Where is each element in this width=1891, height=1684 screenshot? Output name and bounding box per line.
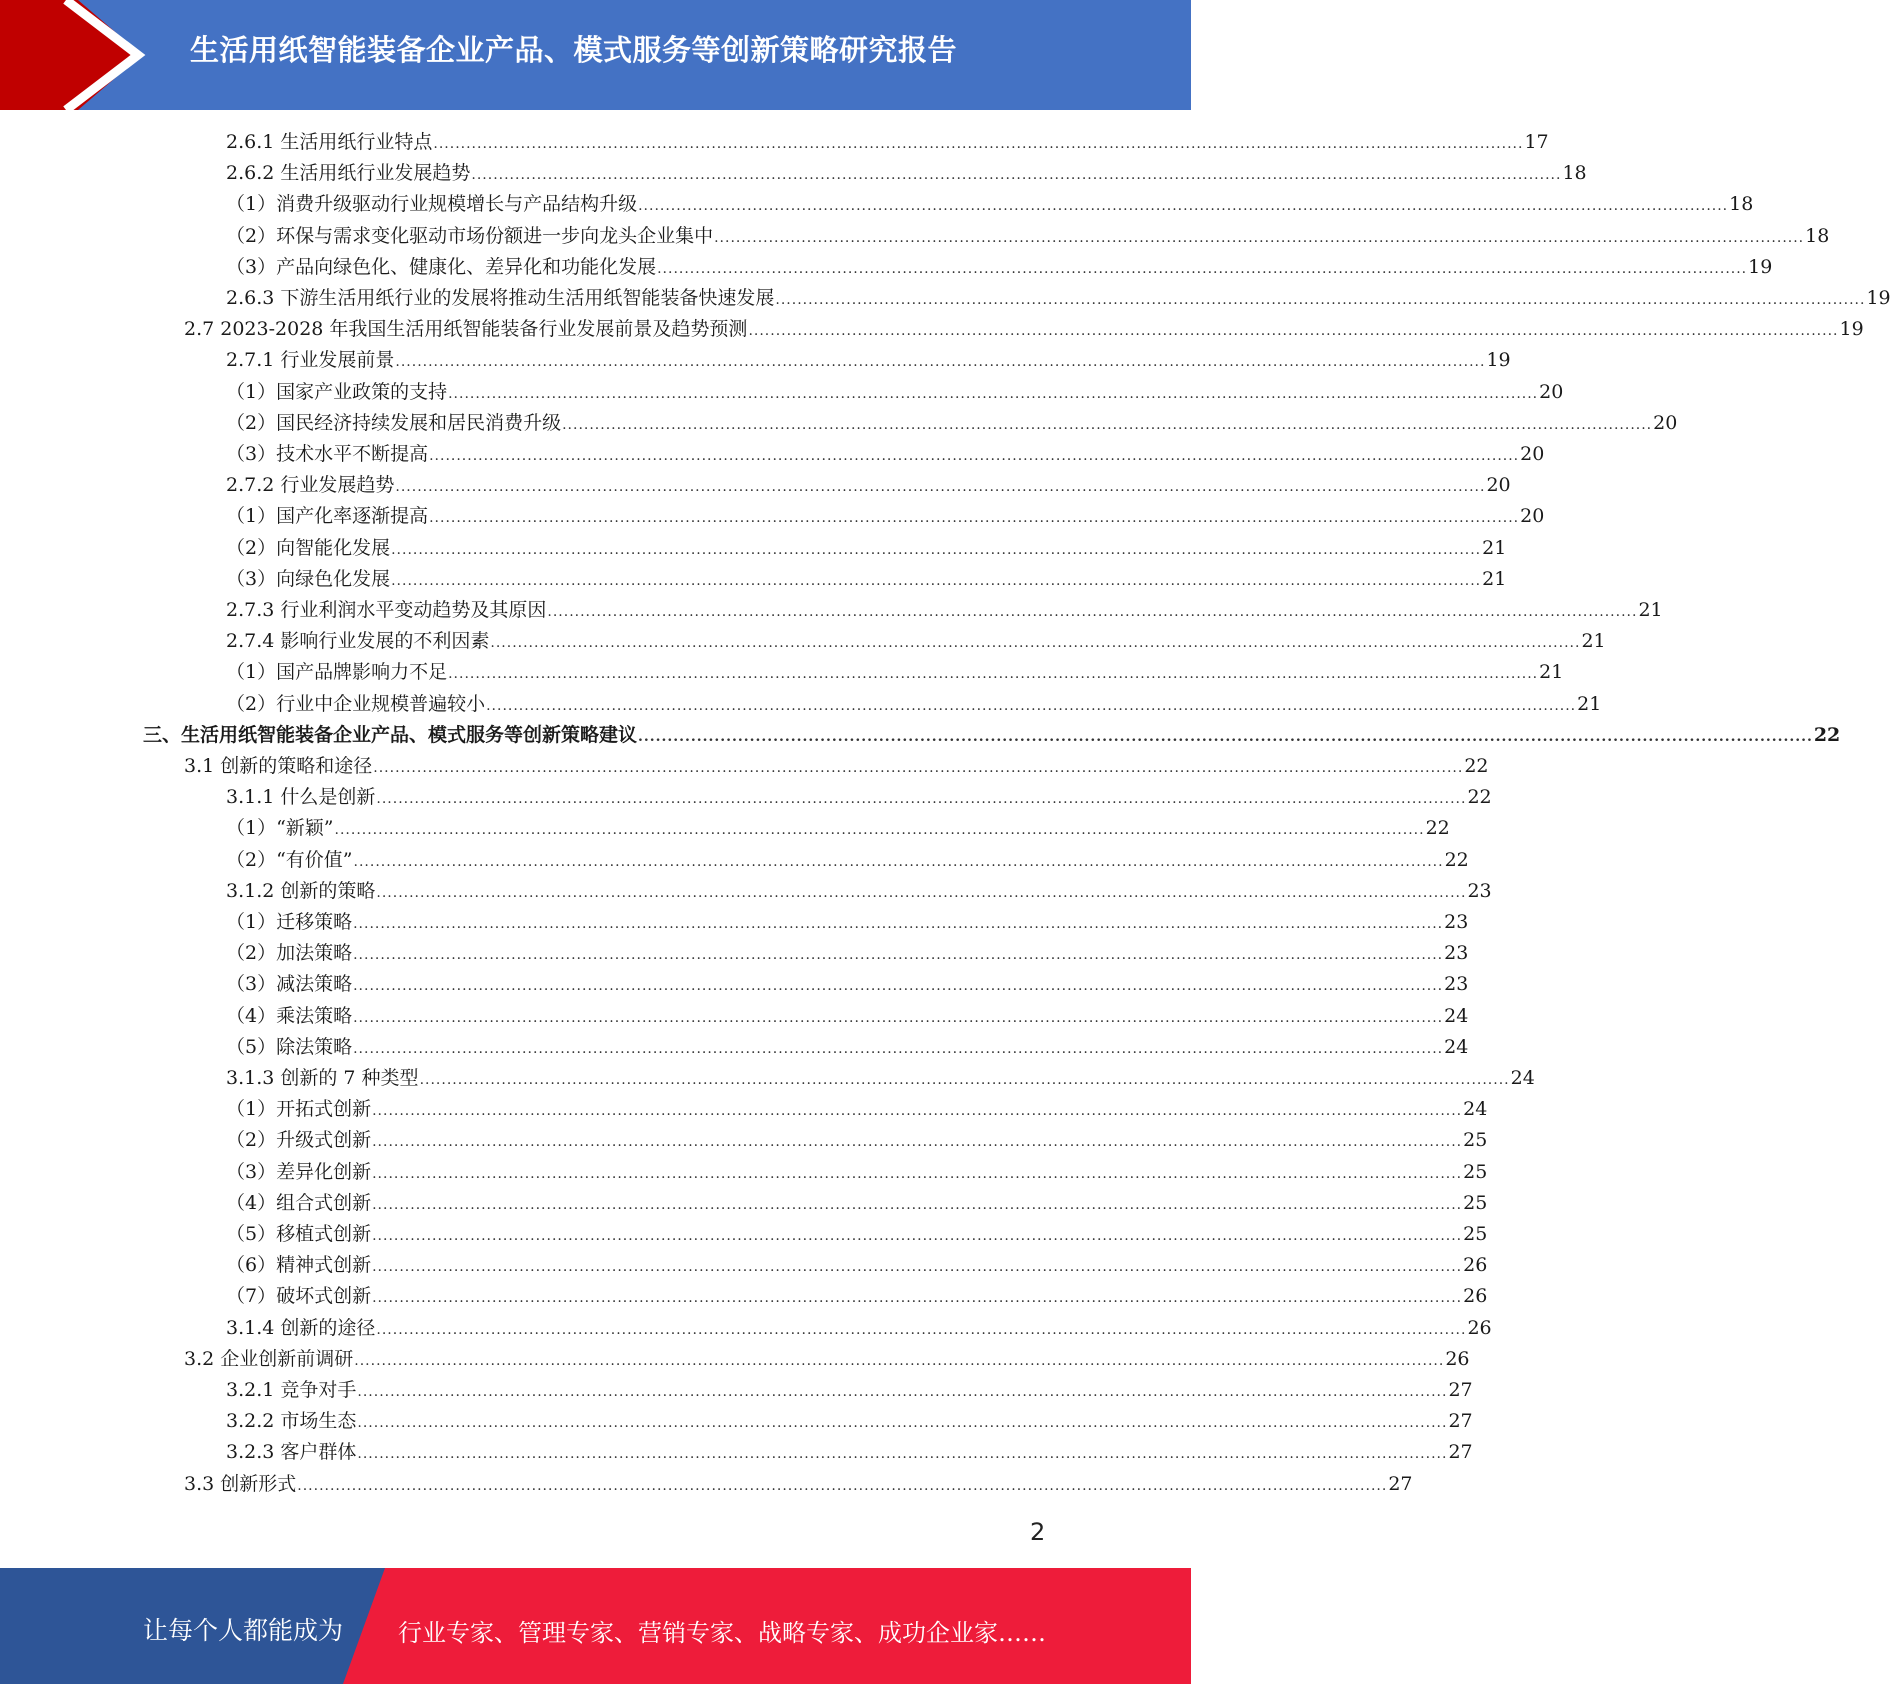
- toc-entry-label: （2）环保与需求变化驱动市场份额进一步向龙头企业集中: [226, 224, 714, 247]
- toc-entry-line: [226, 595, 1663, 628]
- toc-entry[interactable]: [0, 1157, 1488, 1188]
- toc-entry-line: [226, 845, 1469, 878]
- toc-entry-line: [226, 377, 1564, 410]
- toc-entry-page: 21: [1482, 567, 1507, 590]
- toc-entry-line: [226, 283, 1891, 316]
- toc-entry[interactable]: [0, 283, 1891, 314]
- toc-leader-dots: ........................................................................................................................................................................................................: [429, 448, 1520, 464]
- toc-entry-label: 3.2.1 竞争对手: [226, 1379, 357, 1401]
- toc-leader-dots: ........................................................................................................................................................................................................: [391, 572, 1482, 589]
- toc-entry-line: [226, 1125, 1488, 1158]
- toc-entry-label: 3.2 企业创新前调研: [184, 1347, 354, 1370]
- toc-entry-page: 27: [1448, 1379, 1473, 1401]
- toc-leader-dots: ........................................................................................................................................................................................................: [638, 198, 1729, 215]
- toc-entry-page: 26: [1463, 1254, 1488, 1277]
- toc-entry-page: 21: [1581, 630, 1606, 653]
- toc-entry-label: （1）国产品牌影响力不足: [226, 661, 448, 684]
- toc-entry-label: 2.6.3 下游生活用纸行业的发展将推动生活用纸智能装备快速发展: [226, 287, 775, 309]
- toc-entry[interactable]: [0, 158, 1587, 189]
- toc-entry-line: [226, 1032, 1469, 1065]
- toc-entry-label: （3）减法策略: [226, 973, 353, 996]
- toc-entry-line: [226, 158, 1587, 191]
- toc-entry-line: [226, 470, 1511, 503]
- toc-leader-dots: ........................................................................................................................................................................................................: [353, 1040, 1444, 1057]
- toc-entry-label: 3.2.3 客户群体: [226, 1441, 357, 1464]
- toc-entry-line: [226, 626, 1606, 659]
- toc-entry[interactable]: [0, 1437, 1473, 1468]
- toc-entry-label: 2.7 2023-2028 年我国生活用纸智能装备行业发展前景及趋势预测: [184, 318, 748, 341]
- toc-entry[interactable]: [0, 1032, 1469, 1063]
- toc-entry-label: （2）升级式创新: [226, 1129, 372, 1152]
- toc-entry[interactable]: [0, 1281, 1488, 1312]
- toc-entry[interactable]: [0, 1250, 1488, 1281]
- toc-leader-dots: ........................................................................................................................................................................................................: [448, 666, 1539, 683]
- toc-entry-line: [226, 1094, 1488, 1127]
- toc-leader-dots: ........................................................................................................................................................................................................: [376, 884, 1467, 901]
- toc-entry[interactable]: [0, 1188, 1488, 1219]
- toc-entry-page: 21: [1577, 692, 1602, 715]
- toc-entry-page: 19: [1839, 318, 1864, 341]
- toc-entry-line: [226, 1375, 1473, 1408]
- toc-entry[interactable]: [0, 1219, 1488, 1250]
- toc-entry-page: 22: [1467, 786, 1492, 809]
- toc-entry-label: 2.6.2 生活用纸行业发展趋势: [226, 162, 471, 185]
- toc-entry-label: 2.7.4 影响行业发展的不利因素: [226, 630, 490, 653]
- toc-entry[interactable]: [0, 1063, 1535, 1094]
- page-number: 2: [1030, 1518, 1046, 1546]
- toc-leader-dots: ........................................................................................................................................................................................................: [373, 760, 1464, 776]
- toc-entry-line: [226, 1406, 1473, 1439]
- toc-entry-label: （1）国家产业政策的支持: [226, 380, 448, 403]
- toc-leader-dots: ........................................................................................................................................................................................................: [372, 1103, 1463, 1120]
- toc-entry-label: 2.7.1 行业发展前景: [226, 349, 395, 372]
- toc-entry-label: 3.1.2 创新的策略: [226, 879, 376, 902]
- toc-entry-label: （3）向绿色化发展: [226, 567, 391, 590]
- toc-entry[interactable]: [0, 252, 1773, 283]
- toc-entry-page: 23: [1444, 911, 1469, 933]
- toc-entry[interactable]: [0, 1406, 1473, 1437]
- toc-entry-label: （1）国产化率逐渐提高: [226, 505, 429, 528]
- toc-entry-line: [226, 127, 1549, 160]
- toc-entry-label: 2.6.1 生活用纸行业特点: [226, 131, 433, 153]
- toc-entry-line: [226, 689, 1602, 722]
- toc-entry[interactable]: [0, 1001, 1469, 1032]
- toc-entry-label: 3.1.4 创新的途径: [226, 1316, 376, 1339]
- toc-entry[interactable]: [0, 408, 1678, 439]
- toc-entry-line: [226, 657, 1564, 690]
- toc-entry-line: [226, 1437, 1473, 1470]
- toc-entry-line: [226, 969, 1469, 1002]
- toc-leader-dots: ........................................................................................................................................................................................................: [357, 1446, 1448, 1463]
- toc-entry[interactable]: [0, 127, 1549, 158]
- toc-leader-dots: ........................................................................................................................................................................................................: [376, 791, 1467, 808]
- toc-entry-page: 24: [1444, 1004, 1469, 1027]
- toc-entry[interactable]: [0, 314, 1864, 345]
- toc-entry-page: 23: [1444, 973, 1469, 996]
- toc-leader-dots: ........................................................................................................................................................................................................: [297, 1477, 1388, 1494]
- toc-entry-line: [226, 876, 1492, 909]
- toc-entry-line: [226, 1281, 1488, 1314]
- toc-entry-line: [226, 345, 1511, 378]
- toc-leader-dots: ........................................................................................................................................................................................................: [490, 635, 1581, 652]
- toc-entry-label: （2）加法策略: [226, 942, 353, 965]
- toc-entry-page: 27: [1448, 1441, 1473, 1464]
- toc-entry-page: 21: [1638, 599, 1663, 621]
- toc-leader-dots: ........................................................................................................................................................................................................: [372, 1165, 1463, 1182]
- toc-entry-line: [226, 501, 1545, 534]
- toc-entry-page: 23: [1444, 942, 1469, 965]
- toc-entry[interactable]: [0, 782, 1492, 813]
- toc-entry-page: 20: [1539, 380, 1564, 403]
- toc-entry[interactable]: [0, 377, 1564, 408]
- toc-entry-line: [226, 252, 1773, 285]
- toc-entry-label: （1）开拓式创新: [226, 1098, 372, 1121]
- toc-entry-page: 25: [1463, 1191, 1488, 1214]
- toc-entry-label: （5）移植式创新: [226, 1223, 372, 1245]
- toc-entry-line: [226, 1063, 1535, 1096]
- toc-entry-page: 18: [1562, 162, 1587, 185]
- toc-entry-label: 3.2.2 市场生态: [226, 1410, 357, 1433]
- toc-leader-dots: ........................................................................................................................................................................................................: [395, 354, 1486, 371]
- toc-entry-page: 26: [1463, 1285, 1488, 1308]
- toc-leader-dots: ........................................................................................................................................................................................................: [775, 292, 1866, 308]
- toc-entry-line: [226, 782, 1492, 815]
- toc-entry-page: 19: [1866, 287, 1891, 309]
- toc-leader-dots: ........................................................................................................................................................................................................: [448, 385, 1539, 402]
- toc-entry[interactable]: [0, 189, 1754, 220]
- toc-leader-dots: ........................................................................................................................................................................................................: [486, 697, 1577, 714]
- toc-leader-dots: ........................................................................................................................................................................................................: [357, 1384, 1448, 1400]
- toc-entry-page: 20: [1520, 505, 1545, 528]
- toc-leader-dots: ........................................................................................................................................................................................................: [334, 822, 1425, 839]
- toc-leader-dots: ........................................................................................................................................................................................................: [562, 416, 1653, 433]
- toc-leader-dots: ........................................................................................................................................................................................................: [353, 853, 1444, 870]
- toc-leader-dots: ........................................................................................................................................................................................................: [433, 136, 1524, 152]
- toc-entry-line: [184, 1344, 1470, 1377]
- toc-entry-label: 2.7.3 行业利润水平变动趋势及其原因: [226, 599, 547, 621]
- toc-entry-line: [226, 439, 1545, 472]
- toc-entry-page: 22: [1464, 755, 1489, 777]
- toc-entry[interactable]: [0, 1344, 1470, 1375]
- toc-entry-label: 3.1 创新的策略和途径: [184, 755, 373, 777]
- toc-entry[interactable]: [0, 751, 1489, 782]
- toc-entry-page: 24: [1510, 1067, 1535, 1089]
- toc-entry-page: 22: [1425, 817, 1450, 840]
- toc-leader-dots: ........................................................................................................................................................................................................: [419, 1072, 1510, 1088]
- toc-entry-label: （2）向智能化发展: [226, 536, 391, 559]
- toc-entry-label: （7）破坏式创新: [226, 1285, 372, 1308]
- toc-entry[interactable]: [0, 938, 1469, 969]
- toc-entry-line: [226, 1001, 1469, 1034]
- toc-entry-label: 3.1.1 什么是创新: [226, 786, 376, 809]
- toc-entry[interactable]: [0, 439, 1545, 470]
- toc-entry-line: [226, 1250, 1488, 1283]
- toc-entry[interactable]: [0, 1375, 1473, 1406]
- toc-entry-page: 27: [1448, 1410, 1473, 1433]
- toc-entry-line: [184, 314, 1864, 347]
- toc-entry-label: 3.1.3 创新的 7 种类型: [226, 1067, 419, 1089]
- toc-entry-line: [226, 1188, 1488, 1221]
- toc-leader-dots: ........................................................................................................................................................................................................: [748, 323, 1839, 340]
- toc-entry-page: 21: [1482, 536, 1507, 559]
- toc-entry-page: 26: [1467, 1316, 1492, 1339]
- toc-entry[interactable]: [0, 657, 1564, 688]
- toc-leader-dots: ........................................................................................................................................................................................................: [354, 1352, 1445, 1369]
- toc-entry-line: [226, 533, 1507, 566]
- toc-entry-line: [226, 221, 1830, 254]
- toc-entry[interactable]: [0, 813, 1450, 844]
- toc-entry-page: 23: [1467, 879, 1492, 902]
- toc-entry-page: 25: [1463, 1223, 1488, 1245]
- toc-entry-label: （1）迁移策略: [226, 911, 353, 933]
- toc-entry-page: 21: [1539, 661, 1564, 684]
- toc-leader-dots: ........................................................................................................................................................................................................: [547, 604, 1638, 620]
- toc-entry[interactable]: [0, 533, 1507, 564]
- toc-entry[interactable]: [0, 626, 1606, 657]
- toc-leader-dots: ........................................................................................................................................................................................................: [395, 479, 1486, 496]
- toc-entry-page: 19: [1486, 349, 1511, 372]
- toc-entry[interactable]: [0, 501, 1545, 532]
- toc-leader-dots: ........................................................................................................................................................................................................: [372, 1228, 1463, 1244]
- toc-entry-page: 17: [1524, 131, 1549, 153]
- footer-tagline: 行业专家、管理专家、营销专家、战略专家、成功企业家……: [398, 1619, 1046, 1647]
- toc-leader-dots: ........................................................................................................................................................................................................: [353, 947, 1444, 964]
- toc-leader-dots: ........................................................................................................................................................................................................: [353, 978, 1444, 995]
- toc-entry[interactable]: [0, 907, 1469, 938]
- toc-leader-dots: ........................................................................................................................................................................................................: [372, 1196, 1463, 1213]
- toc-entry[interactable]: [0, 845, 1469, 876]
- toc-leader-dots: ........................................................................................................................................................................................................: [357, 1415, 1448, 1432]
- toc-entry[interactable]: [0, 345, 1511, 376]
- toc-leader-dots: ........................................................................................................................................................................................................: [714, 229, 1805, 246]
- toc-leader-dots: ........................................................................................................................................................................................................: [429, 510, 1520, 527]
- toc-entry-line: [226, 1157, 1488, 1190]
- toc-entry-label: 3.3 创新形式: [184, 1472, 297, 1495]
- toc-entry-line: [226, 1313, 1492, 1346]
- page-footer: [0, 1568, 1191, 1684]
- toc-entry[interactable]: [0, 221, 1830, 252]
- toc-entry[interactable]: [0, 720, 1841, 751]
- toc-entry-label: （5）除法策略: [226, 1035, 353, 1058]
- toc-entry-label: （4）组合式创新: [226, 1191, 372, 1214]
- toc-entry-line: [226, 907, 1469, 940]
- toc-entry[interactable]: [0, 470, 1511, 501]
- toc-entry-label: 2.7.2 行业发展趋势: [226, 474, 395, 497]
- toc-entry-page: 19: [1748, 255, 1773, 278]
- toc-leader-dots: ........................................................................................................................................................................................................: [372, 1290, 1463, 1307]
- toc-leader-dots: ........................................................................................................................................................................................................: [372, 1134, 1463, 1151]
- toc-entry[interactable]: [0, 969, 1469, 1000]
- toc-entry-label: （3）技术水平不断提高: [226, 443, 429, 465]
- header-arrow-icon: [0, 0, 160, 110]
- toc-entry-label: （4）乘法策略: [226, 1004, 353, 1027]
- toc-entry[interactable]: [0, 689, 1602, 720]
- toc-entry-page: 18: [1805, 224, 1830, 247]
- toc-entry-label: （6）精神式创新: [226, 1254, 372, 1277]
- toc-entry[interactable]: [0, 876, 1492, 907]
- toc-leader-dots: ........................................................................................................................................................................................................: [638, 728, 1813, 745]
- toc-entry[interactable]: [0, 595, 1663, 626]
- toc-entry-line: [226, 189, 1754, 222]
- toc-entry-page: 20: [1520, 443, 1545, 465]
- toc-entry-page: 18: [1729, 193, 1754, 216]
- report-title: 生活用纸智能装备企业产品、模式服务等创新策略研究报告: [190, 33, 958, 67]
- toc-entry-line: [226, 564, 1507, 597]
- toc-entry-line: [226, 813, 1450, 846]
- toc-entry[interactable]: [0, 1094, 1488, 1125]
- page-header: [0, 0, 1191, 110]
- toc-entry-page: 25: [1463, 1129, 1488, 1152]
- toc-entry-page: 24: [1444, 1035, 1469, 1058]
- toc-entry-page: 22: [1813, 723, 1841, 746]
- toc-entry-page: 22: [1444, 848, 1469, 871]
- toc-entry-line: [226, 1219, 1488, 1252]
- toc-leader-dots: ........................................................................................................................................................................................................: [657, 260, 1748, 277]
- toc-entry-label: （3）产品向绿色化、健康化、差异化和功能化发展: [226, 255, 657, 278]
- toc-entry-line: [184, 751, 1489, 784]
- toc-leader-dots: ........................................................................................................................................................................................................: [353, 1009, 1444, 1026]
- toc-entry-line: [143, 720, 1841, 753]
- toc-entry[interactable]: [0, 1313, 1492, 1344]
- toc-leader-dots: ........................................................................................................................................................................................................: [372, 1259, 1463, 1276]
- toc-entry-line: [184, 1469, 1413, 1502]
- toc-entry-page: 24: [1463, 1098, 1488, 1121]
- toc-entry-label: （1）消费升级驱动行业规模增长与产品结构升级: [226, 193, 638, 216]
- toc-entry-page: 20: [1653, 411, 1678, 434]
- toc-entry-page: 26: [1445, 1347, 1470, 1370]
- toc-leader-dots: ........................................................................................................................................................................................................: [391, 541, 1482, 558]
- toc-entry-line: [226, 408, 1678, 441]
- toc-entry[interactable]: [0, 1469, 1413, 1500]
- toc-entry-page: 20: [1486, 474, 1511, 497]
- toc-entry-label: （1）“新颖”: [226, 817, 334, 840]
- toc-entry-line: [226, 938, 1469, 971]
- toc-entry-label: （2）行业中企业规模普遍较小: [226, 692, 486, 715]
- toc-entry[interactable]: [0, 564, 1507, 595]
- toc-entry-label: 三、生活用纸智能装备企业产品、模式服务等创新策略建议: [143, 723, 638, 746]
- footer-slogan: 让每个人都能成为: [143, 1616, 344, 1645]
- toc-entry-label: （2）国民经济持续发展和居民消费升级: [226, 411, 562, 434]
- toc-entry-page: 25: [1463, 1160, 1488, 1183]
- toc-entry-label: （3）差异化创新: [226, 1160, 372, 1183]
- toc-leader-dots: ........................................................................................................................................................................................................: [353, 916, 1444, 932]
- toc-entry-page: 27: [1388, 1472, 1413, 1495]
- toc-leader-dots: ........................................................................................................................................................................................................: [471, 167, 1562, 184]
- toc-entry-label: （2）“有价值”: [226, 848, 353, 871]
- toc-leader-dots: ........................................................................................................................................................................................................: [376, 1321, 1467, 1338]
- toc-entry[interactable]: [0, 1125, 1488, 1156]
